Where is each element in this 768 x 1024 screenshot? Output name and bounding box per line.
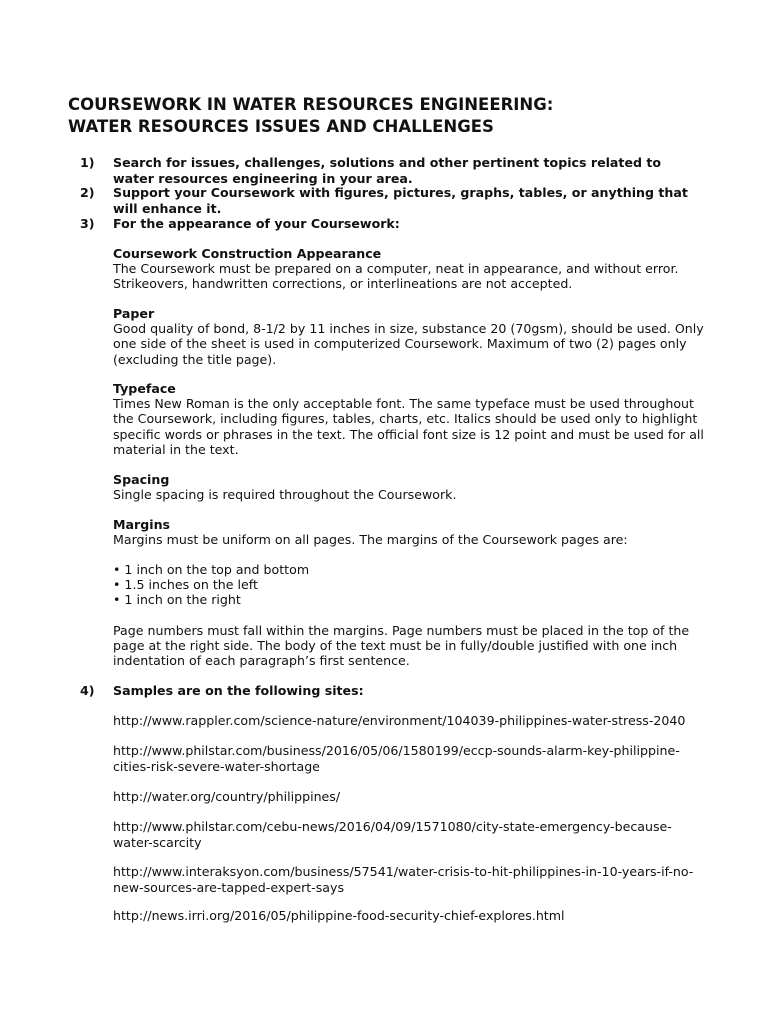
sample-link-irri[interactable]: http://news.irri.org/2016/05/philippine-food-security-chief-explores.html [113,908,565,923]
list-item-4 [80,683,700,699]
list-item-number: 4) [80,683,95,698]
section-body: Good quality of bond, 8-1/2 by 11 inches in size, substance 20 (70gsm), should be used. Only one side of the sheet is used in computerized Coursework. Maximum of two (2) pages only (excluding the title page). [113,321,704,367]
document-title-line-1: COURSEWORK IN WATER RESOURCES ENGINEERING: [68,95,554,114]
list-item-number: 3) [80,216,95,231]
margin-bullet-3: • 1 inch on the right [113,592,241,607]
sample-link-rappler[interactable]: http://www.rappler.com/science-nature/environment/104039-philippines-water-stress-2040 [113,713,686,728]
list-item-1 [80,155,700,186]
section-body: Times New Roman is the only acceptable font. The same typeface must be used throughout the Coursework, including figures, tables, charts, etc. Italics should be used only to highlight specific words or phrases in the text. The official font size is 12 point and must be used for all material in the text. [113,396,704,457]
list-item-3 [80,216,700,232]
section-body: Single spacing is required throughout the Coursework. [113,487,457,503]
section-paper [113,306,713,367]
sample-link-philstar-cebu[interactable]: http://www.philstar.com/cebu-news/2016/04/09/1571080/city-state-emergency-because-water-scarcity [113,819,672,850]
list-item-number: 2) [80,185,95,200]
list-item-text: Samples are on the following sites: [113,683,364,698]
list-item-number: 1) [80,155,95,170]
section-spacing [113,472,713,502]
section-heading: Margins [113,517,171,532]
list-item-2 [80,185,700,216]
section-margins [113,517,713,547]
section-heading: Typeface [113,381,176,396]
sample-link-philstar-business[interactable]: http://www.philstar.com/business/2016/05/06/1580199/eccp-sounds-alarm-key-philippine-cities-risk-severe-water-shortage [113,743,680,774]
section-heading: Spacing [113,472,170,487]
sample-link-water-org[interactable]: http://water.org/country/philippines/ [113,789,341,804]
section-typeface [113,381,713,457]
margin-bullet-2: • 1.5 inches on the left [113,577,258,592]
section-body: Margins must be uniform on all pages. The margins of the Coursework pages are: [113,532,628,548]
list-item-text: Support your Coursework with figures, pictures, graphs, tables, or anything that will enhance it. [113,185,688,216]
section-heading: Paper [113,306,155,321]
margins-footer-paragraph: Page numbers must fall within the margins. Page numbers must be placed in the top of the page at the right side. The body of the text must be in fully/double justified with one inch indentation of each paragraph’s first sentence. [113,623,690,669]
section-construction [113,246,713,292]
list-item-text: Search for issues, challenges, solutions and other pertinent topics related to water resources engineering in your area. [113,155,662,186]
sample-link-interaksyon[interactable]: http://www.interaksyon.com/business/57541/water-crisis-to-hit-philippines-in-10-years-if-no-new-sources-are-tapped-expert-says [113,864,694,895]
list-item-text: For the appearance of your Coursework: [113,216,400,231]
document-title-line-2: WATER RESOURCES ISSUES AND CHALLENGES [68,117,494,136]
section-heading: Coursework Construction Appearance [113,246,382,261]
margin-bullet-1: • 1 inch on the top and bottom [113,562,310,577]
section-body: The Coursework must be prepared on a computer, neat in appearance, and without error. Strikeovers, handwritten corrections, or interlineations are not accepted. [113,261,679,292]
